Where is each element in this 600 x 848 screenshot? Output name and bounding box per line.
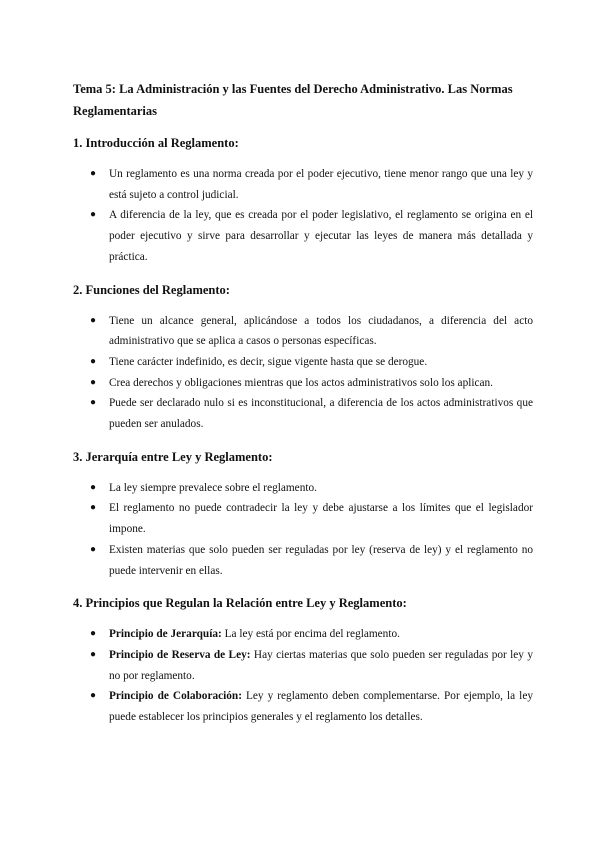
list-item: [73, 352, 533, 373]
bullet-icon: ●: [90, 376, 97, 388]
list-item: [73, 686, 533, 727]
document-title: Tema 5: La Administración y las Fuentes del Derecho Administrativo. Las Normas Reglamentarias: [73, 82, 513, 118]
bullet-icon: ●: [90, 168, 97, 179]
list-item-text: La ley está por encima del reglamento.: [221, 628, 400, 641]
principle-term: Principio de Colaboración:: [109, 690, 242, 703]
list-item-text: Crea derechos y obligaciones mientras que los actos administrativos solo los aplican.: [109, 376, 494, 389]
list-item-text: Existen materias que solo pueden ser reguladas por ley (reserva de ley) y el reglamento no puede intervenir en ellas.: [109, 543, 533, 577]
list-item: [73, 164, 533, 205]
list-item-text: A diferencia de la ley, que es creada por el poder legislativo, el reglamento se origina en el poder ejecutivo y sirve para desarrollar y ejecutar las leyes de manera más detallada y práctica.: [109, 209, 533, 263]
bullet-icon: ●: [90, 397, 97, 409]
list-item-text: La ley siempre prevalece sobre el reglamento.: [109, 481, 317, 494]
document-page: [73, 78, 533, 741]
principle-term: Principio de Jerarquía:: [109, 628, 222, 641]
list-item-text: Tiene carácter indefinido, es decir, sigue vigente hasta que se derogue.: [109, 355, 428, 368]
principle-term: Principio de Reserva de Ley:: [109, 648, 251, 661]
bullet-icon: ●: [90, 502, 97, 514]
bullet-icon: ●: [90, 690, 97, 702]
section-list-principios: [73, 624, 533, 728]
bullet-icon: ●: [90, 209, 97, 221]
bullet-icon: ●: [90, 481, 97, 493]
list-item: [73, 624, 533, 645]
list-item-text: Tiene un alcance general, aplicándose a todos los ciudadanos, a diferencia del acto administrativo que se aplica a casos o personas específicas.: [109, 314, 533, 348]
section-list-jerarquia: [73, 478, 533, 582]
bullet-icon: ●: [90, 355, 97, 367]
bullet-icon: ●: [90, 314, 97, 326]
list-item: [73, 205, 533, 267]
list-item: [73, 478, 533, 499]
section-heading-principios: 4. Principios que Regulan la Relación entre Ley y Reglamento:: [73, 596, 407, 611]
section-list-introduccion: [73, 164, 533, 268]
bullet-icon: ●: [90, 628, 97, 640]
list-item-text: Ley y reglamento deben complementarse. Por ejemplo, la ley puede establecer los principios generales y el reglamento los detalles.: [109, 690, 533, 724]
section-heading-jerarquia: 3. Jerarquía entre Ley y Reglamento:: [73, 449, 273, 464]
section-list-funciones: [73, 311, 533, 435]
list-item: [73, 645, 533, 686]
list-item-text: Hay ciertas materias que solo pueden ser reguladas por ley y no por reglamento.: [109, 648, 533, 682]
list-item: [73, 373, 533, 394]
list-item: [73, 540, 533, 581]
bullet-icon: ●: [90, 648, 97, 660]
list-item: [73, 498, 533, 539]
section-heading-funciones: 2. Funciones del Reglamento:: [73, 282, 230, 297]
list-item: [73, 311, 533, 352]
list-item-text: Un reglamento es una norma creada por el poder ejecutivo, tiene menor rango que una ley y está sujeto a control judicial.: [109, 168, 533, 201]
list-item-text: El reglamento no puede contradecir la ley y debe ajustarse a los límites que el legislador impone.: [109, 502, 533, 536]
list-item: [73, 393, 533, 434]
bullet-icon: ●: [90, 543, 97, 555]
list-item-text: Puede ser declarado nulo si es inconstitucional, a diferencia de los actos administrativos que pueden ser anulados.: [109, 397, 533, 431]
section-heading-introduccion: 1. Introducción al Reglamento:: [73, 136, 239, 150]
